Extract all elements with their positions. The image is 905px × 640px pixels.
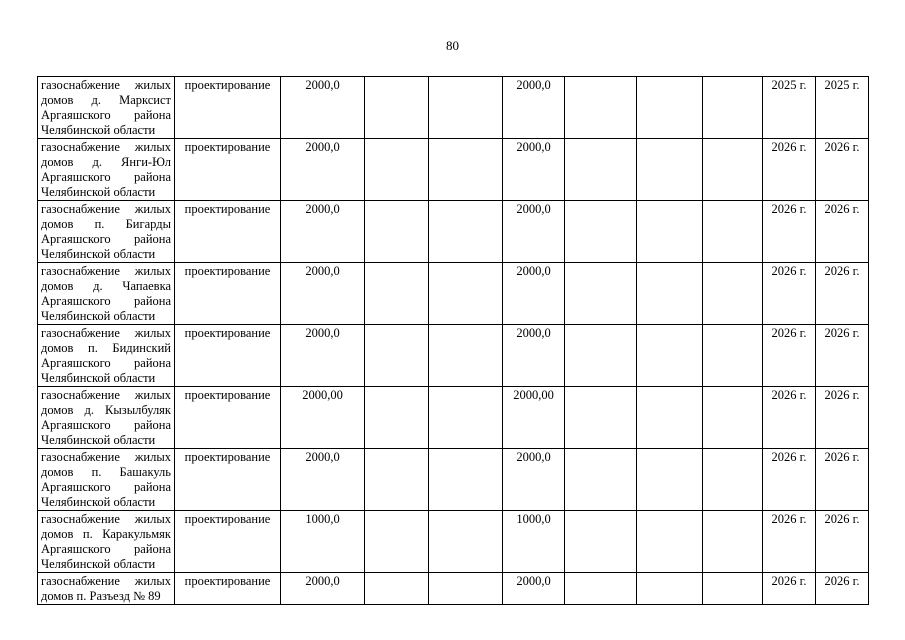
empty-cell <box>703 573 763 605</box>
empty-cell <box>565 263 637 325</box>
end-year-cell: 2026 г. <box>816 387 869 449</box>
object-name-cell: газоснабжение жилых домов д. Чапаевка Аргаяшского района Челябинской области <box>38 263 175 325</box>
empty-cell <box>565 449 637 511</box>
empty-cell <box>637 201 703 263</box>
work-type-cell: проектирование <box>175 511 281 573</box>
total-amount-cell: 2000,0 <box>281 77 365 139</box>
object-name-cell: газоснабжение жилых домов п. Бидинский Аргаяшского района Челябинской области <box>38 325 175 387</box>
object-name-cell: газоснабжение жилых домов д. Марксист Аргаяшского района Челябинской области <box>38 77 175 139</box>
total-amount-cell: 2000,0 <box>281 573 365 605</box>
table-row <box>38 139 869 201</box>
empty-cell <box>637 387 703 449</box>
empty-cell <box>365 325 429 387</box>
amount-cell: 2000,0 <box>503 201 565 263</box>
end-year-cell: 2025 г. <box>816 77 869 139</box>
total-amount-cell: 2000,0 <box>281 139 365 201</box>
empty-cell <box>429 387 503 449</box>
empty-cell <box>565 573 637 605</box>
start-year-cell: 2026 г. <box>763 139 816 201</box>
start-year-cell: 2025 г. <box>763 77 816 139</box>
table-row <box>38 511 869 573</box>
empty-cell <box>637 573 703 605</box>
start-year-cell: 2026 г. <box>763 325 816 387</box>
empty-cell <box>703 325 763 387</box>
amount-cell: 1000,0 <box>503 511 565 573</box>
empty-cell <box>429 263 503 325</box>
empty-cell <box>429 449 503 511</box>
empty-cell <box>637 263 703 325</box>
end-year-cell: 2026 г. <box>816 139 869 201</box>
investment-table <box>37 76 869 605</box>
empty-cell <box>637 511 703 573</box>
start-year-cell: 2026 г. <box>763 449 816 511</box>
empty-cell <box>703 449 763 511</box>
end-year-cell: 2026 г. <box>816 511 869 573</box>
object-name-cell: газоснабжение жилых домов п. Башакуль Аргаяшского района Челябинской области <box>38 449 175 511</box>
end-year-cell: 2026 г. <box>816 325 869 387</box>
empty-cell <box>429 139 503 201</box>
empty-cell <box>565 201 637 263</box>
empty-cell <box>365 573 429 605</box>
work-type-cell: проектирование <box>175 263 281 325</box>
table-row <box>38 387 869 449</box>
table-row <box>38 77 869 139</box>
empty-cell <box>365 77 429 139</box>
page-number: 80 <box>446 38 459 53</box>
start-year-cell: 2026 г. <box>763 387 816 449</box>
table-row <box>38 573 869 605</box>
empty-cell <box>565 325 637 387</box>
amount-cell: 2000,00 <box>503 387 565 449</box>
amount-cell: 2000,0 <box>503 77 565 139</box>
empty-cell <box>365 387 429 449</box>
work-type-cell: проектирование <box>175 201 281 263</box>
start-year-cell: 2026 г. <box>763 263 816 325</box>
work-type-cell: проектирование <box>175 77 281 139</box>
empty-cell <box>565 387 637 449</box>
total-amount-cell: 2000,00 <box>281 387 365 449</box>
table-row <box>38 449 869 511</box>
empty-cell <box>703 139 763 201</box>
empty-cell <box>429 511 503 573</box>
amount-cell: 2000,0 <box>503 325 565 387</box>
empty-cell <box>637 139 703 201</box>
empty-cell <box>365 201 429 263</box>
end-year-cell: 2026 г. <box>816 449 869 511</box>
amount-cell: 2000,0 <box>503 449 565 511</box>
empty-cell <box>637 325 703 387</box>
empty-cell <box>703 77 763 139</box>
empty-cell <box>429 325 503 387</box>
empty-cell <box>703 387 763 449</box>
start-year-cell: 2026 г. <box>763 511 816 573</box>
empty-cell <box>565 77 637 139</box>
empty-cell <box>365 139 429 201</box>
total-amount-cell: 2000,0 <box>281 449 365 511</box>
empty-cell <box>565 139 637 201</box>
amount-cell: 2000,0 <box>503 263 565 325</box>
table-row <box>38 201 869 263</box>
object-name-cell: газоснабжение жилых домов п. Бигарды Аргаяшского района Челябинской области <box>38 201 175 263</box>
amount-cell: 2000,0 <box>503 573 565 605</box>
end-year-cell: 2026 г. <box>816 201 869 263</box>
work-type-cell: проектирование <box>175 387 281 449</box>
work-type-cell: проектирование <box>175 573 281 605</box>
empty-cell <box>365 449 429 511</box>
empty-cell <box>565 511 637 573</box>
empty-cell <box>703 263 763 325</box>
empty-cell <box>637 77 703 139</box>
empty-cell <box>365 263 429 325</box>
object-name-cell: газоснабжение жилых домов д. Кызылбуляк Аргаяшского района Челябинской области <box>38 387 175 449</box>
table-row <box>38 325 869 387</box>
total-amount-cell: 1000,0 <box>281 511 365 573</box>
empty-cell <box>637 449 703 511</box>
empty-cell <box>429 77 503 139</box>
total-amount-cell: 2000,0 <box>281 263 365 325</box>
empty-cell <box>703 201 763 263</box>
amount-cell: 2000,0 <box>503 139 565 201</box>
start-year-cell: 2026 г. <box>763 573 816 605</box>
table-row <box>38 263 869 325</box>
total-amount-cell: 2000,0 <box>281 325 365 387</box>
empty-cell <box>429 573 503 605</box>
empty-cell <box>365 511 429 573</box>
empty-cell <box>429 201 503 263</box>
total-amount-cell: 2000,0 <box>281 201 365 263</box>
work-type-cell: проектирование <box>175 325 281 387</box>
work-type-cell: проектирование <box>175 139 281 201</box>
object-name-cell: газоснабжение жилых домов п. Каракульмяк Аргаяшского района Челябинской области <box>38 511 175 573</box>
end-year-cell: 2026 г. <box>816 573 869 605</box>
start-year-cell: 2026 г. <box>763 201 816 263</box>
end-year-cell: 2026 г. <box>816 263 869 325</box>
empty-cell <box>703 511 763 573</box>
work-type-cell: проектирование <box>175 449 281 511</box>
object-name-cell: газоснабжение жилых домов п. Разъезд № 89 <box>38 573 175 605</box>
object-name-cell: газоснабжение жилых домов д. Янги-Юл Аргаяшского района Челябинской области <box>38 139 175 201</box>
